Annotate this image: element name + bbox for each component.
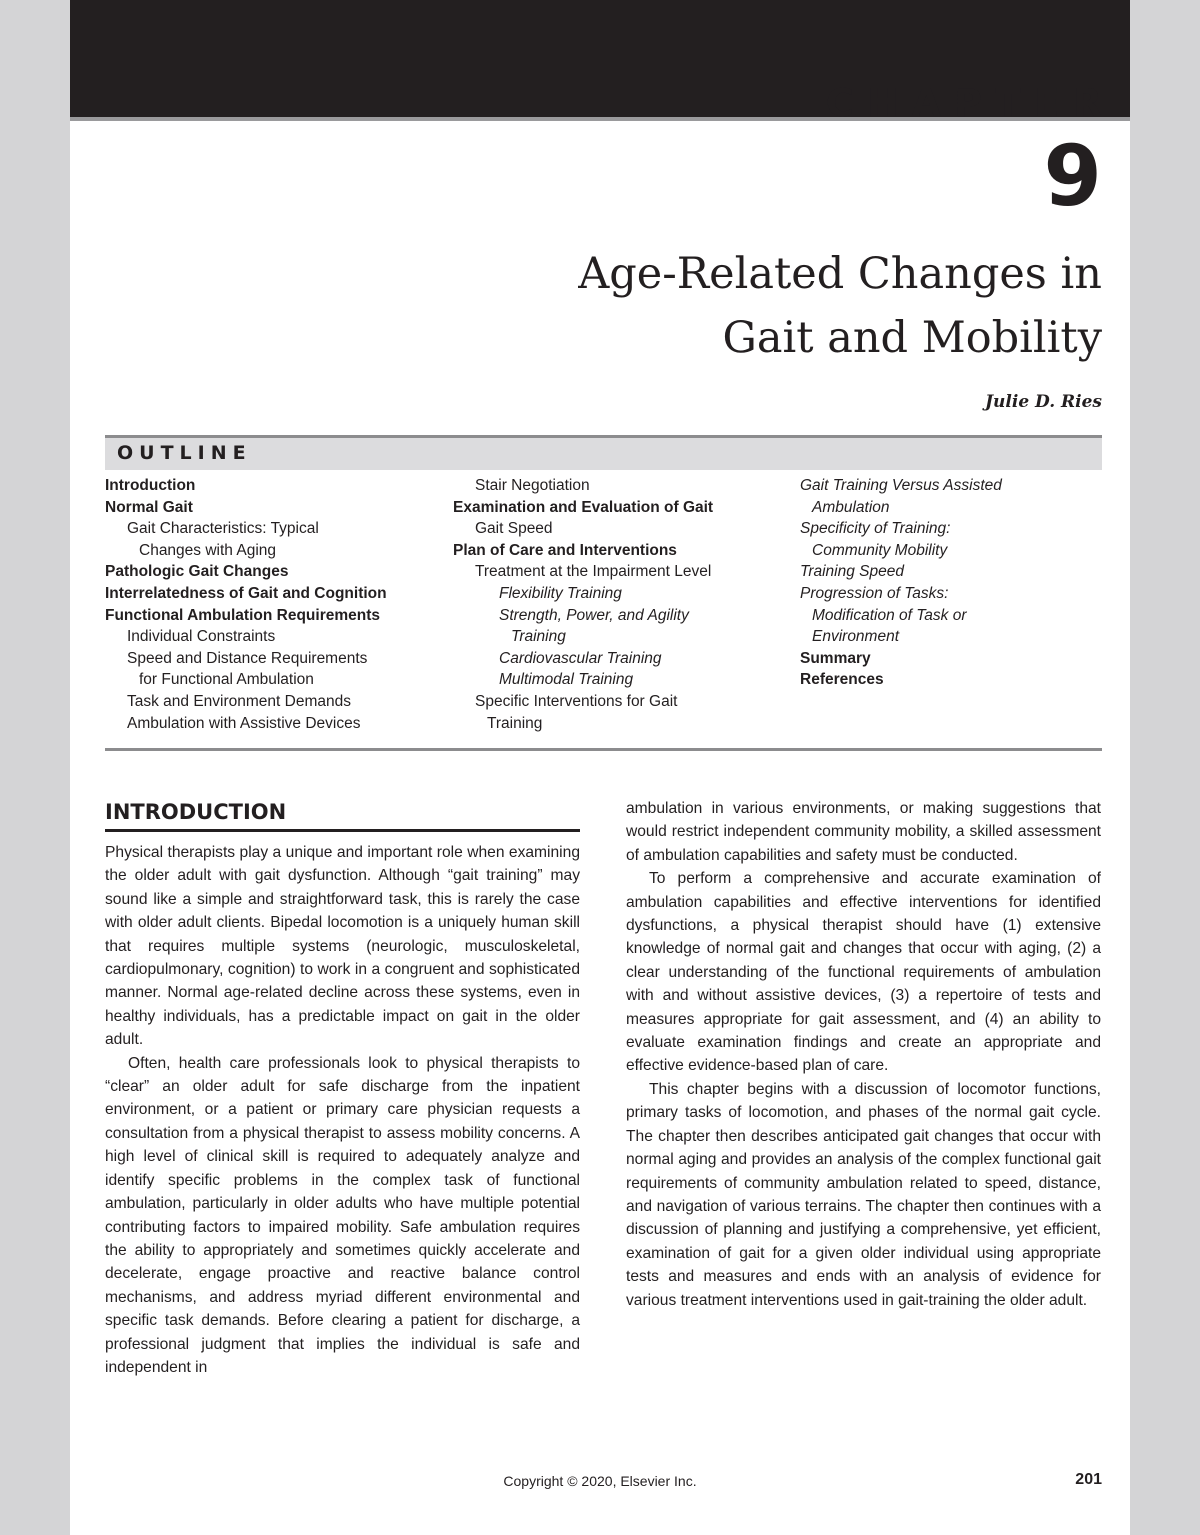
copyright-notice: Copyright © 2020, Elsevier Inc.	[503, 1473, 697, 1489]
outline-item: Summary	[800, 649, 871, 667]
outline-item: Strength, Power, and Agility	[499, 606, 689, 624]
outline-item: Progression of Tasks:	[800, 584, 949, 602]
outline-item: Speed and Distance Requirements	[127, 649, 368, 667]
outline-item: Multimodal Training	[499, 671, 634, 689]
outline-item: Environment	[812, 628, 900, 646]
chapter-label: CHAPTER	[825, 81, 1115, 125]
outline-item: Modification of Task or	[812, 606, 967, 624]
chapter-number: 9	[1043, 127, 1102, 225]
outline-item: Flexibility Training	[499, 584, 622, 602]
outline-column-3	[800, 475, 1002, 691]
body-paragraph: To perform a comprehensive and accurate examination of ambulation capabilities and effective interventions for identified dysfunctions, a physical therapist should have (1) extensive knowledge of normal gait and changes that occur with aging, (2) a clear understanding of the functional requirements of ambulation with and without assistive devices, (3) a repertoire of tests and measures appropriate for gait assessment, and (4) an ability to evaluate examination findings and create an appropriate and effective evidence-based plan of care.	[626, 870, 1101, 1075]
outline-item: Treatment at the Impairment Level	[475, 563, 712, 581]
outline-item: Specific Interventions for Gait	[475, 692, 678, 710]
chapter-author: Julie D. Ries	[985, 392, 1102, 412]
outline-item: Stair Negotiation	[475, 477, 590, 494]
outline-item: Plan of Care and Interventions	[453, 541, 677, 559]
outline-item: Ambulation	[812, 498, 890, 516]
outline-item: Gait Speed	[475, 520, 553, 538]
section-heading-rule	[105, 829, 580, 832]
page-number: 201	[1075, 1471, 1102, 1488]
outline-column-2	[453, 475, 713, 734]
outline-heading: OUTLINE	[117, 442, 252, 464]
outline-item: Introduction	[105, 477, 196, 494]
body-column-right	[626, 797, 1101, 1312]
body-paragraph: Often, health care professionals look to physical therapists to “clear” an older adult for safe discharge from the inpatient environment, or a patient or primary care physician requests a consultation from a physical therapist to assess mobility concerns. A high level of clinical skill is required to adequately analyze and identify specific problems in the complex task of functional ambulation, particularly in older adults who have multiple potential contributing factors to impaired mobility. Safe ambulation requires the ability to appropriately and sometimes quickly accelerate and decelerate, engage proactive and reactive balance control mechanisms, and address myriad different environmental and specific task demands. Before clearing a patient for discharge, a professional judgment that implies the individual is safe and independent in	[105, 1054, 580, 1376]
outline-item: Community Mobility	[812, 541, 948, 559]
outline-item: Gait Characteristics: Typical	[127, 520, 319, 538]
section-heading-introduction: INTRODUCTION	[105, 800, 287, 824]
outline-item: Gait Training Versus Assisted	[800, 477, 1002, 494]
outline-item: Training	[487, 714, 543, 732]
body-paragraph: This chapter begins with a discussion of locomotor functions, primary tasks of locomotion, and phases of the normal gait cycle. The chapter then describes anticipated gait changes that occur with normal aging and provides an analysis of the complex functional gait requirements of community ambulation related to speed, distance, and navigation of various terrains. The chapter then continues with a discussion of planning and justifying a comprehensive, yet efficient, examination of gait for a given older individual using appropriate tests and measures and ends with an analysis of evidence for various treatment interventions used in gait-training the older adult.	[626, 1080, 1101, 1309]
outline-item: Specificity of Training:	[800, 520, 951, 538]
outline-item: References	[800, 671, 884, 689]
outline-item: Normal Gait	[105, 498, 193, 516]
outline-item: Functional Ambulation Requirements	[105, 606, 380, 624]
outline-heading-bar	[105, 438, 1102, 470]
outline-item: Interrelatedness of Gait and Cognition	[105, 584, 387, 602]
outline-item: Cardiovascular Training	[499, 649, 662, 667]
outline-item: Individual Constraints	[127, 628, 276, 646]
outline-item: Training	[511, 628, 566, 646]
chapter-title-line-2: Gait and Mobility	[722, 313, 1102, 363]
outline-item: Ambulation with Assistive Devices	[127, 714, 361, 732]
body-column-left	[105, 841, 580, 1379]
chapter-title-line-1: Age-Related Changes in	[578, 249, 1102, 299]
chapter-title	[402, 242, 1102, 370]
outline-bottom-rule	[105, 748, 1102, 751]
outline-item: Pathologic Gait Changes	[105, 563, 289, 581]
body-paragraph: ambulation in various environments, or making suggestions that would restrict independent community mobility, a skilled assessment of ambulation capabilities and safety must be conducted.	[626, 800, 1101, 864]
book-page	[70, 0, 1130, 1535]
outline-item: for Functional Ambulation	[139, 671, 314, 689]
outline-item: Examination and Evaluation of Gait	[453, 498, 714, 516]
outline-item: Training Speed	[800, 563, 904, 581]
outline-column-1	[105, 475, 387, 734]
outline-item: Changes with Aging	[139, 541, 277, 559]
outline-item: Task and Environment Demands	[127, 692, 352, 710]
body-paragraph: Physical therapists play a unique and important role when examining the older adult with gait dysfunction. Although “gait training” may sound like a simple and straightforward task, this is rarely the case with older adult clients. Bipedal locomotion is a uniquely human skill that requires multiple systems (neurologic, musculoskeletal, cardiopulmonary, cognition) to work in a congruent and sophisticated manner. Normal age-related decline across these systems, even in healthy individuals, has a predictable impact on gait in the older adult.	[105, 844, 580, 1049]
